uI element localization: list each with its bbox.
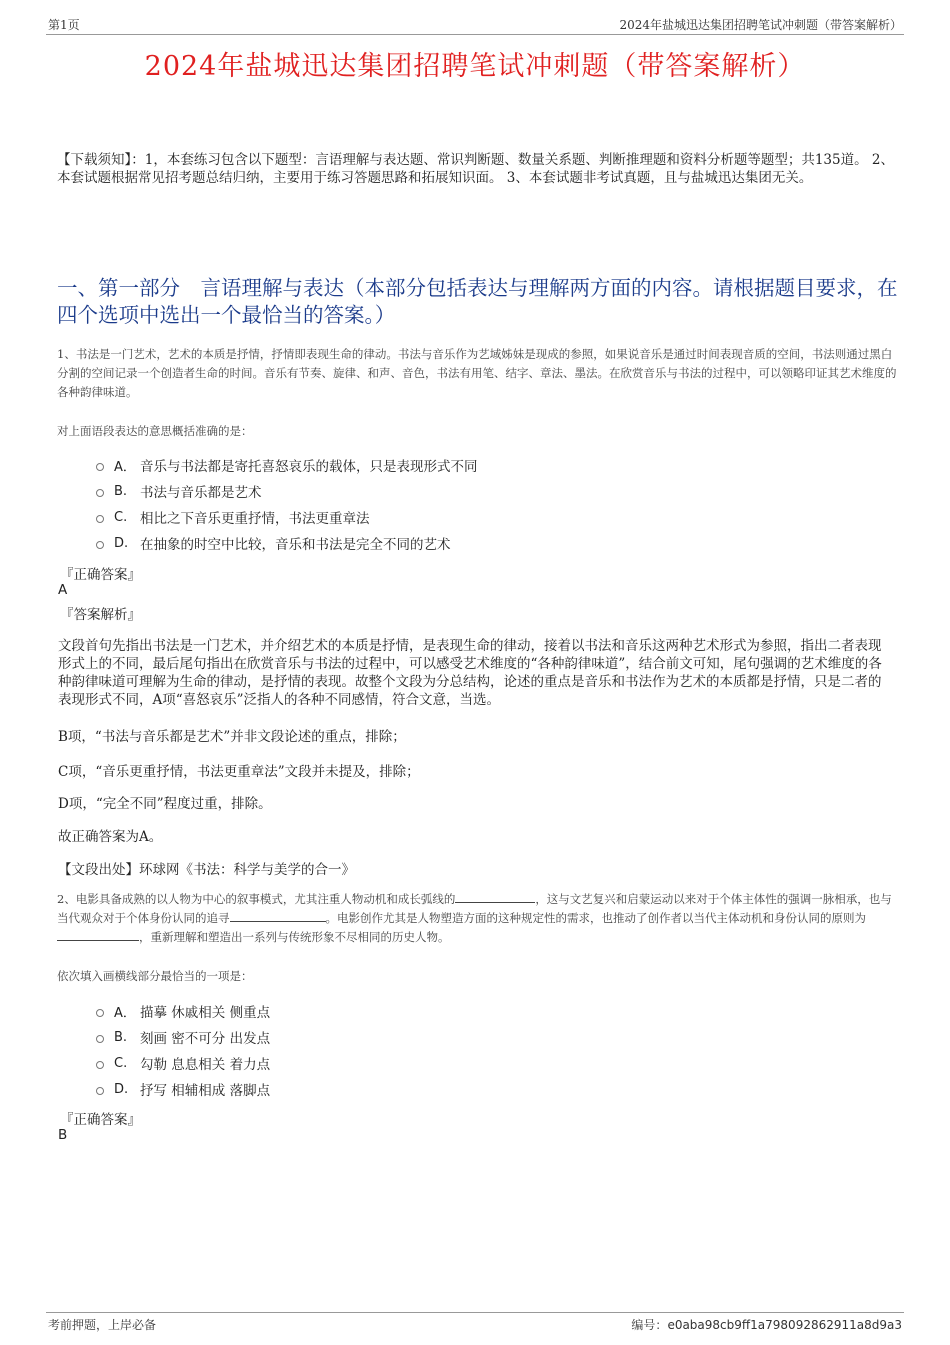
option-c[interactable]: C. 相比之下音乐更重抒情，书法更重章法 bbox=[96, 504, 478, 530]
analysis-label: 『答案解析』 bbox=[60, 607, 141, 623]
option-a[interactable]: A． 音乐与书法都是寄托喜怒哀乐的载体，只是表现形式不同 bbox=[96, 452, 478, 478]
radio-button[interactable] bbox=[96, 1035, 104, 1043]
analysis-text: 文段首句先指出书法是一门艺术，并介绍艺术的本质是抒情，是表现生命的律动，接着以书法和音乐这两种艺术形式为参照，指出二者表现形式上的不同，最后尾句指出在欣赏音乐与书法的过程中，可以感受艺术维度的“各种韵律味道”，结合前文可知，尾句强调的艺术维度的各种韵律味道可理解为生命的律动，是抒情的表现。故整个文段为分总结构，论述的重点是音乐和书法作为艺术的本质都是抒情，只是二者的表现形式不同，A项“喜怒哀乐”泛指人的各种不同感情，符合文意，当选。 bbox=[58, 638, 882, 708]
question-2-options bbox=[96, 998, 270, 1102]
fill-blank bbox=[57, 928, 139, 941]
header-doc-title: 2024年盐城迅达集团招聘笔试冲刺题（带答案解析） bbox=[619, 18, 902, 32]
option-a[interactable]: A． 描摹 休戚相关 侧重点 bbox=[96, 998, 270, 1024]
source-line: 【文段出处】环球网《书法：科学与美学的合一》 bbox=[58, 862, 355, 878]
option-c[interactable]: C. 勾勒 息息相关 着力点 bbox=[96, 1050, 270, 1076]
answer-value: B bbox=[58, 1127, 68, 1143]
fill-blank bbox=[230, 909, 326, 922]
page-title: 2024年盐城迅达集团招聘笔试冲刺题（带答案解析） bbox=[144, 51, 806, 82]
option-d[interactable]: D. 抒写 相辅相成 落脚点 bbox=[96, 1076, 270, 1102]
question-1-prompt: 对上面语段表达的意思概括准确的是： bbox=[57, 424, 253, 438]
footer-slogan: 考前押题，上岸必备 bbox=[48, 1318, 157, 1332]
page-header bbox=[46, 16, 904, 35]
radio-button[interactable] bbox=[96, 541, 104, 549]
fill-blank bbox=[455, 890, 535, 903]
page-footer bbox=[46, 1312, 904, 1333]
analysis-line: D项，“完全不同”程度过重，排除。 bbox=[58, 796, 272, 812]
option-b[interactable]: B. 刻画 密不可分 出发点 bbox=[96, 1024, 270, 1050]
question-2-prompt: 依次填入画横线部分最恰当的一项是： bbox=[57, 969, 253, 983]
document-id: 编号：e0aba98cb9ff1a798092862911a8d9a3 bbox=[631, 1318, 902, 1332]
question-1-text: 1、书法是一门艺术，艺术的本质是抒情，抒情即表现生命的律动。书法与音乐作为艺域姊妹是现成的参照，如果说音乐是通过时间表现音质的空间，书法则通过黑白分割的空间记录一个创造者生命的时间。音乐有节奏、旋律、和声、音色，书法有用笔、结字、章法、墨法。在欣赏音乐与书法的过程中，可以领略印证其艺术维度的各种韵律味道。 bbox=[57, 347, 897, 399]
radio-button[interactable] bbox=[96, 489, 104, 497]
question-1-options bbox=[96, 452, 478, 556]
answer-value: A bbox=[58, 582, 68, 598]
analysis-line: C项，“音乐更重抒情，书法更重章法”文段并未提及，排除； bbox=[58, 764, 420, 780]
radio-button[interactable] bbox=[96, 1087, 104, 1095]
option-b[interactable]: B. 书法与音乐都是艺术 bbox=[96, 478, 478, 504]
radio-button[interactable] bbox=[96, 1061, 104, 1069]
option-d[interactable]: D. 在抽象的时空中比较，音乐和书法是完全不同的艺术 bbox=[96, 530, 478, 556]
analysis-line: B项，“书法与音乐都是艺术”并非文段论述的重点，排除； bbox=[58, 729, 406, 745]
radio-button[interactable] bbox=[96, 463, 104, 471]
radio-button[interactable] bbox=[96, 515, 104, 523]
section-title: 一、第一部分 言语理解与表达（本部分包括表达与理解两方面的内容。请根据题目要求，在四个选项中选出一个最恰当的答案。） bbox=[57, 276, 898, 327]
download-notice: 【下载须知】：1，本套练习包含以下题型：言语理解与表达题、常识判断题、数量关系题、判断推理题和资料分析题等题型；共135道。 2、本套试题根据常见招考题总结归纳，主要用于练习答题思路和拓展知识面。 3、本套试题非考试真题，且与盐城迅达集团无关。 bbox=[57, 152, 894, 186]
answer-label: 『正确答案』 bbox=[60, 1112, 141, 1128]
analysis-line: 故正确答案为A。 bbox=[58, 829, 163, 845]
page-number: 第1页 bbox=[48, 18, 80, 32]
radio-button[interactable] bbox=[96, 1009, 104, 1017]
answer-label: 『正确答案』 bbox=[60, 567, 141, 583]
question-2-text: 2、电影具备成熟的以人物为中心的叙事模式，尤其注重人物动机和成长弧线的 ，这与文艺复兴和启蒙运动以来对于个体主体性的强调一脉相承，也与当代观众对于个体身份认同的追寻 。电影创作尤其是人物塑造方面的这种规定性的需求，也推动了创作者以当代主体动机和身份认同的原则为，重新理解和塑造出一系列与传统形象不尽相同的历史人物。 bbox=[57, 892, 892, 944]
